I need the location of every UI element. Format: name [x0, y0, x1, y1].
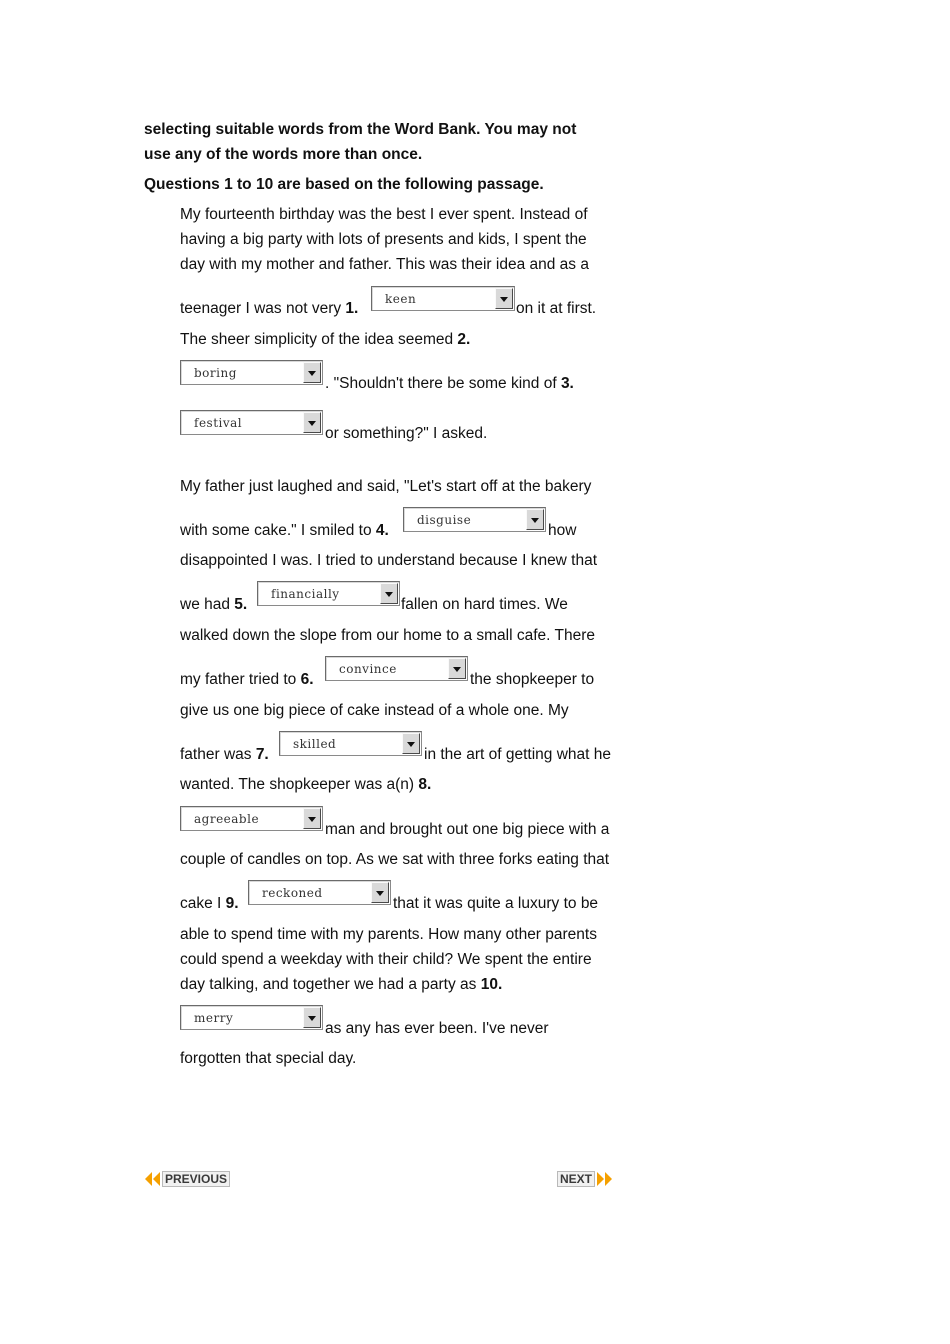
chevron-down-icon — [407, 742, 415, 747]
passage-line: couple of candles on top. As we sat with three forks eating that — [180, 851, 610, 868]
dropdown-value: agreeable — [194, 812, 260, 826]
passage-line — [180, 745, 269, 765]
passage-text: day talking, and together we had a party as — [180, 976, 481, 993]
passage-line: how — [548, 522, 577, 539]
passage-line — [180, 330, 470, 350]
answer-dropdown-1[interactable] — [371, 286, 515, 311]
chevron-down-icon — [308, 1016, 316, 1021]
passage-line: day with my mother and father. This was their idea and as a — [180, 256, 589, 273]
previous-label: PREVIOUS — [162, 1171, 230, 1187]
answer-dropdown-9[interactable] — [248, 880, 391, 905]
passage-line — [180, 894, 239, 914]
chevron-down-icon — [453, 667, 461, 672]
question-number-3: 3. — [560, 375, 574, 392]
answer-dropdown-2[interactable] — [180, 360, 323, 385]
passage-line: in the art of getting what he — [424, 746, 611, 763]
question-number-5: 5. — [234, 596, 248, 613]
passage-line: able to spend time with my parents. How many other parents — [180, 926, 597, 943]
next-label: NEXT — [557, 1171, 595, 1187]
passage-line: on it at first. — [516, 300, 597, 317]
passage-line: walked down the slope from our home to a small cafe. There — [180, 627, 595, 644]
dropdown-value: boring — [194, 366, 237, 380]
dropdown-value: skilled — [293, 737, 337, 751]
dropdown-arrow-button[interactable] — [303, 412, 321, 433]
passage-line — [325, 374, 574, 394]
dropdown-arrow-button[interactable] — [495, 288, 513, 309]
double-arrow-right-icon — [595, 1171, 613, 1187]
double-arrow-left-icon — [144, 1171, 162, 1187]
chevron-down-icon — [376, 891, 384, 896]
question-number-7: 7. — [255, 746, 269, 763]
dropdown-value: financially — [271, 587, 340, 601]
question-number-4: 4. — [375, 522, 389, 539]
passage-line — [180, 299, 358, 319]
dropdown-value: keen — [385, 292, 417, 306]
instructions-line-1: selecting suitable words from the Word Bank. You may not — [144, 121, 577, 138]
passage-text: my father tried to — [180, 671, 301, 688]
passage-line: or something?" I asked. — [325, 425, 488, 442]
chevron-down-icon — [500, 297, 508, 302]
dropdown-arrow-button[interactable] — [303, 808, 321, 829]
passage-line — [180, 521, 389, 541]
question-number-1: 1. — [345, 300, 359, 317]
question-number-10: 10. — [480, 976, 503, 993]
passage-line — [180, 595, 247, 615]
chevron-down-icon — [385, 592, 393, 597]
passage-line: forgotten that special day. — [180, 1050, 357, 1067]
chevron-down-icon — [308, 371, 316, 376]
passage-text: teenager I was not very — [180, 300, 346, 317]
dropdown-value: disguise — [417, 513, 472, 527]
answer-dropdown-4[interactable] — [403, 507, 546, 532]
question-number-2: 2. — [457, 331, 471, 348]
answer-dropdown-6[interactable] — [325, 656, 468, 681]
passage-text: cake I — [180, 895, 226, 912]
previous-button[interactable] — [144, 1171, 230, 1187]
passage-text: with some cake." I smiled to — [180, 522, 376, 539]
passage-line: could spend a weekday with their child? We spent the entire — [180, 951, 592, 968]
answer-dropdown-10[interactable] — [180, 1005, 323, 1030]
chevron-down-icon — [531, 518, 539, 523]
passage-text: The sheer simplicity of the idea seemed — [180, 331, 458, 348]
questions-heading: Questions 1 to 10 are based on the following passage. — [144, 176, 544, 193]
passage-line: man and brought out one big piece with a — [325, 821, 610, 838]
passage-text: wanted. The shopkeeper was a(n) — [180, 776, 419, 793]
passage-line: My fourteenth birthday was the best I ever spent. Instead of — [180, 206, 588, 223]
dropdown-value: festival — [194, 416, 243, 430]
dropdown-value: reckoned — [262, 886, 323, 900]
instructions — [144, 117, 624, 167]
dropdown-arrow-button[interactable] — [303, 1007, 321, 1028]
passage-line — [180, 975, 502, 995]
next-button[interactable] — [557, 1171, 613, 1187]
dropdown-arrow-button[interactable] — [371, 882, 389, 903]
question-number-8: 8. — [418, 776, 432, 793]
passage-line: My father just laughed and said, "Let's start off at the bakery — [180, 478, 592, 495]
passage-line: having a big party with lots of presents and kids, I spent the — [180, 231, 587, 248]
passage-text: we had — [180, 596, 235, 613]
passage-line — [180, 775, 431, 795]
dropdown-value: convince — [339, 662, 397, 676]
chevron-down-icon — [308, 817, 316, 822]
answer-dropdown-8[interactable] — [180, 806, 323, 831]
question-number-9: 9. — [225, 895, 239, 912]
passage-text: father was — [180, 746, 256, 763]
passage-line: give us one big piece of cake instead of a whole one. My — [180, 702, 569, 719]
passage-line: that it was quite a luxury to be — [393, 895, 599, 912]
passage-line: as any has ever been. I've never — [325, 1020, 549, 1037]
answer-dropdown-7[interactable] — [279, 731, 422, 756]
passage-line: the shopkeeper to — [470, 671, 595, 688]
chevron-down-icon — [308, 421, 316, 426]
passage-text: . "Shouldn't there be some kind of — [325, 375, 561, 392]
dropdown-arrow-button[interactable] — [448, 658, 466, 679]
question-number-6: 6. — [300, 671, 314, 688]
answer-dropdown-3[interactable] — [180, 410, 323, 435]
dropdown-arrow-button[interactable] — [526, 509, 544, 530]
dropdown-arrow-button[interactable] — [380, 583, 398, 604]
instructions-line-2: use any of the words more than once. — [144, 146, 423, 163]
dropdown-arrow-button[interactable] — [303, 362, 321, 383]
passage-line — [180, 670, 314, 690]
passage-line: fallen on hard times. We — [401, 596, 568, 613]
passage-line: disappointed I was. I tried to understand because I knew that — [180, 552, 598, 569]
answer-dropdown-5[interactable] — [257, 581, 400, 606]
dropdown-value: merry — [194, 1011, 234, 1025]
dropdown-arrow-button[interactable] — [402, 733, 420, 754]
